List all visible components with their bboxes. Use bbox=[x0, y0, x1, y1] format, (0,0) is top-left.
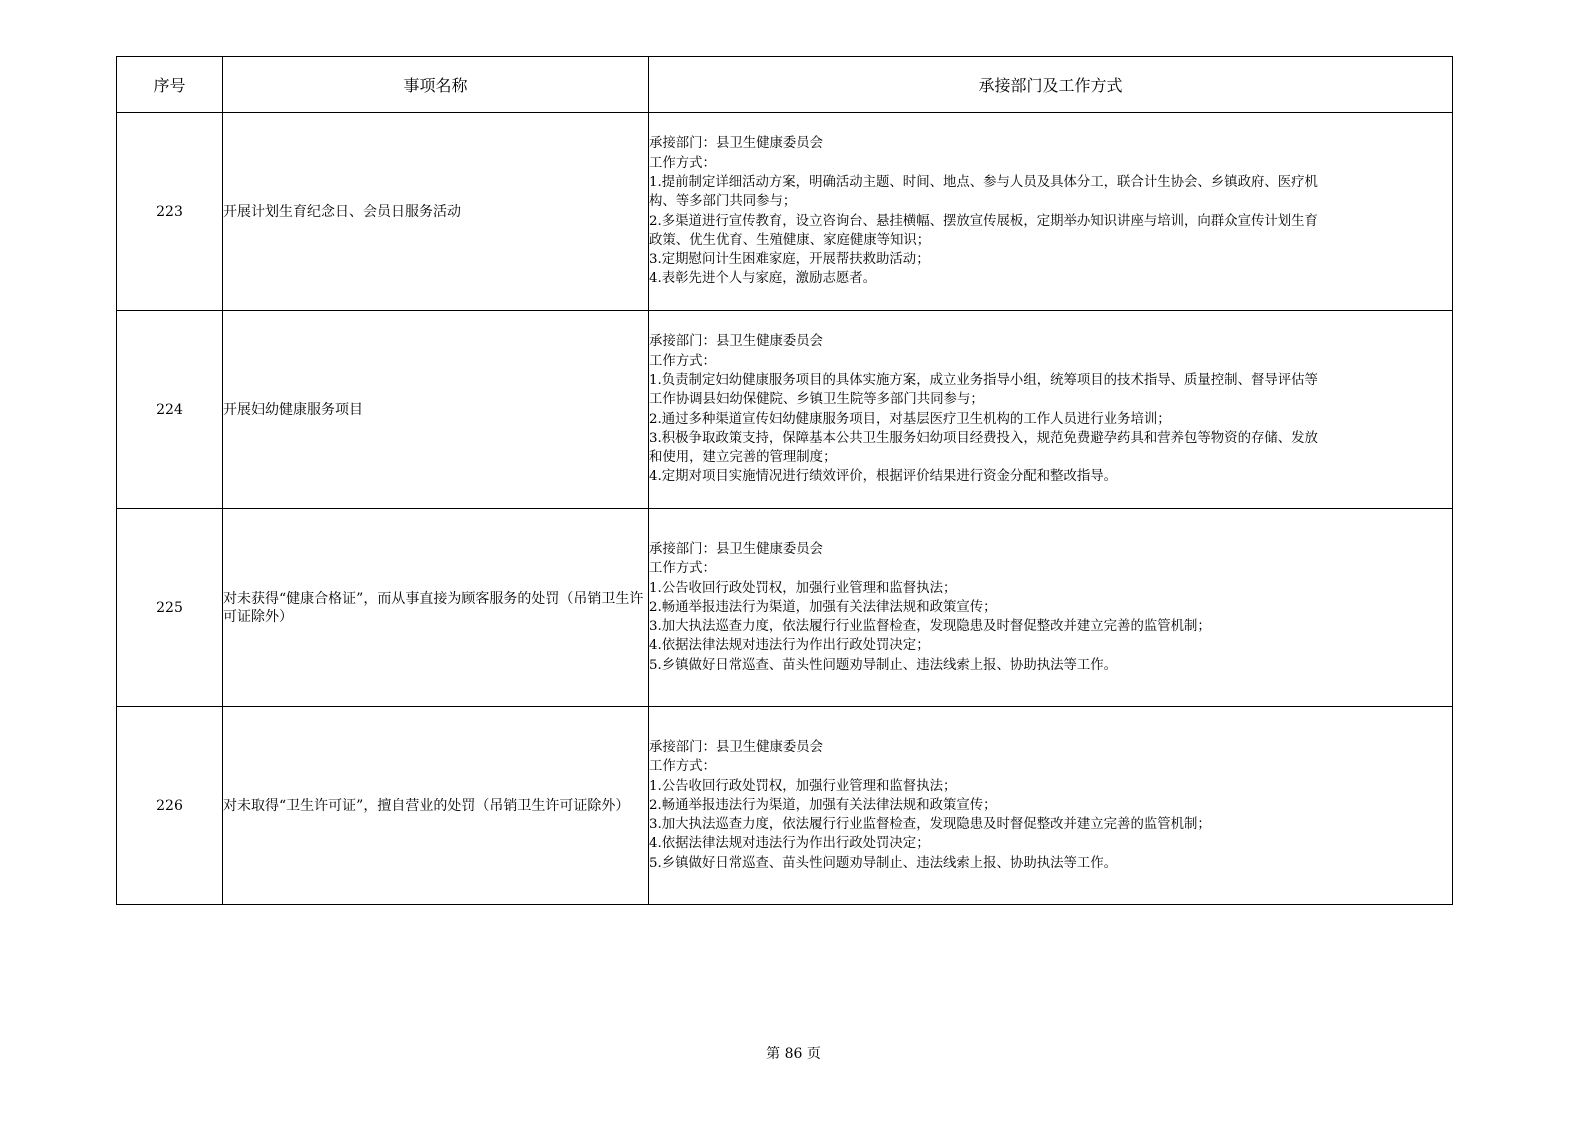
row-seq: 226 bbox=[117, 707, 223, 905]
detail-line: 5.乡镇做好日常巡查、苗头性问题劝导制止、违法线索上报、协助执法等工作。 bbox=[649, 855, 1118, 871]
detail-line: 2.多渠道进行宣传教育，设立咨询台、悬挂横幅、摆放宣传展板，定期举办知识讲座与培训，向群众宣传计划生育 bbox=[649, 213, 1318, 229]
table-row bbox=[117, 113, 1453, 311]
header-detail: 承接部门及工作方式 bbox=[649, 57, 1453, 113]
row-name: 对未取得“卫生许可证”，擅自营业的处罚（吊销卫生许可证除外） bbox=[223, 707, 649, 905]
detail-line: 构、等多部门共同参与； bbox=[649, 194, 797, 210]
detail-line: 工作方式： bbox=[649, 759, 716, 775]
page-number: 第 86 页 bbox=[766, 1046, 821, 1062]
detail-line: 4.依据法律法规对违法行为作出行政处罚决定； bbox=[649, 638, 930, 654]
detail-line: 2.通过多种渠道宣传妇幼健康服务项目，对基层医疗卫生机构的工作人员进行业务培训； bbox=[649, 411, 1171, 427]
detail-line: 承接部门：县卫生健康委员会 bbox=[649, 739, 824, 755]
table-header-row bbox=[117, 57, 1453, 113]
detail-line: 1.提前制定详细活动方案，明确活动主题、时间、地点、参与人员及具体分工，联合计生协会、乡镇政府、医疗机 bbox=[649, 174, 1318, 190]
row-seq: 225 bbox=[117, 509, 223, 707]
table-row bbox=[117, 707, 1453, 905]
detail-line: 政策、优生优育、生殖健康、家庭健康等知识； bbox=[649, 232, 931, 248]
row-name: 开展妇幼健康服务项目 bbox=[223, 311, 649, 509]
row-detail bbox=[649, 707, 1453, 905]
detail-line: 2.畅通举报违法行为渠道，加强有关法律法规和政策宣传； bbox=[649, 797, 997, 813]
row-detail bbox=[649, 509, 1453, 707]
detail-line: 3.定期慰问计生困难家庭，开展帮扶救助活动； bbox=[649, 252, 930, 268]
detail-line: 4.定期对项目实施情况进行绩效评价，根据评价结果进行资金分配和整改指导。 bbox=[649, 469, 1118, 485]
detail-line: 1.负责制定妇幼健康服务项目的具体实施方案，成立业务指导小组，统筹项目的技术指导、质量控制、督导评估等 bbox=[649, 372, 1318, 388]
detail-line: 2.畅通举报违法行为渠道，加强有关法律法规和政策宣传； bbox=[649, 599, 997, 615]
detail-line: 承接部门：县卫生健康委员会 bbox=[649, 541, 824, 557]
row-seq: 224 bbox=[117, 311, 223, 509]
detail-line: 3.加大执法巡查力度，依法履行行业监督检查，发现隐患及时督促整改并建立完善的监管机制； bbox=[649, 619, 1211, 635]
detail-line: 工作方式： bbox=[649, 155, 716, 171]
detail-line: 3.加大执法巡查力度，依法履行行业监督检查，发现隐患及时督促整改并建立完善的监管机制； bbox=[649, 817, 1211, 833]
detail-line: 工作协调县妇幼保健院、乡镇卫生院等多部门共同参与； bbox=[649, 392, 984, 408]
header-seq: 序号 bbox=[117, 57, 223, 113]
table-row bbox=[117, 311, 1453, 509]
detail-line: 承接部门：县卫生健康委员会 bbox=[649, 334, 824, 350]
detail-line: 工作方式： bbox=[649, 353, 716, 369]
detail-line: 4.表彰先进个人与家庭，激励志愿者。 bbox=[649, 271, 877, 287]
detail-line: 3.积极争取政策支持，保障基本公共卫生服务妇幼项目经费投入，规范免费避孕药具和营养包等物资的存储、发放 bbox=[649, 430, 1318, 446]
detail-line: 4.依据法律法规对违法行为作出行政处罚决定； bbox=[649, 836, 930, 852]
row-name: 对未获得“健康合格证”，而从事直接为顾客服务的处罚（吊销卫生许可证除外） bbox=[223, 509, 649, 707]
row-detail bbox=[649, 113, 1453, 311]
items-table bbox=[116, 56, 1453, 905]
row-detail bbox=[649, 311, 1453, 509]
detail-line: 1.公告收回行政处罚权，加强行业管理和监督执法； bbox=[649, 778, 957, 794]
detail-line: 5.乡镇做好日常巡查、苗头性问题劝导制止、违法线索上报、协助执法等工作。 bbox=[649, 657, 1118, 673]
detail-line: 工作方式： bbox=[649, 561, 716, 577]
detail-line: 承接部门：县卫生健康委员会 bbox=[649, 136, 824, 152]
table-row bbox=[117, 509, 1453, 707]
row-seq: 223 bbox=[117, 113, 223, 311]
row-name: 开展计划生育纪念日、会员日服务活动 bbox=[223, 113, 649, 311]
header-name: 事项名称 bbox=[223, 57, 649, 113]
detail-line: 和使用，建立完善的管理制度； bbox=[649, 450, 837, 466]
detail-line: 1.公告收回行政处罚权，加强行业管理和监督执法； bbox=[649, 580, 957, 596]
